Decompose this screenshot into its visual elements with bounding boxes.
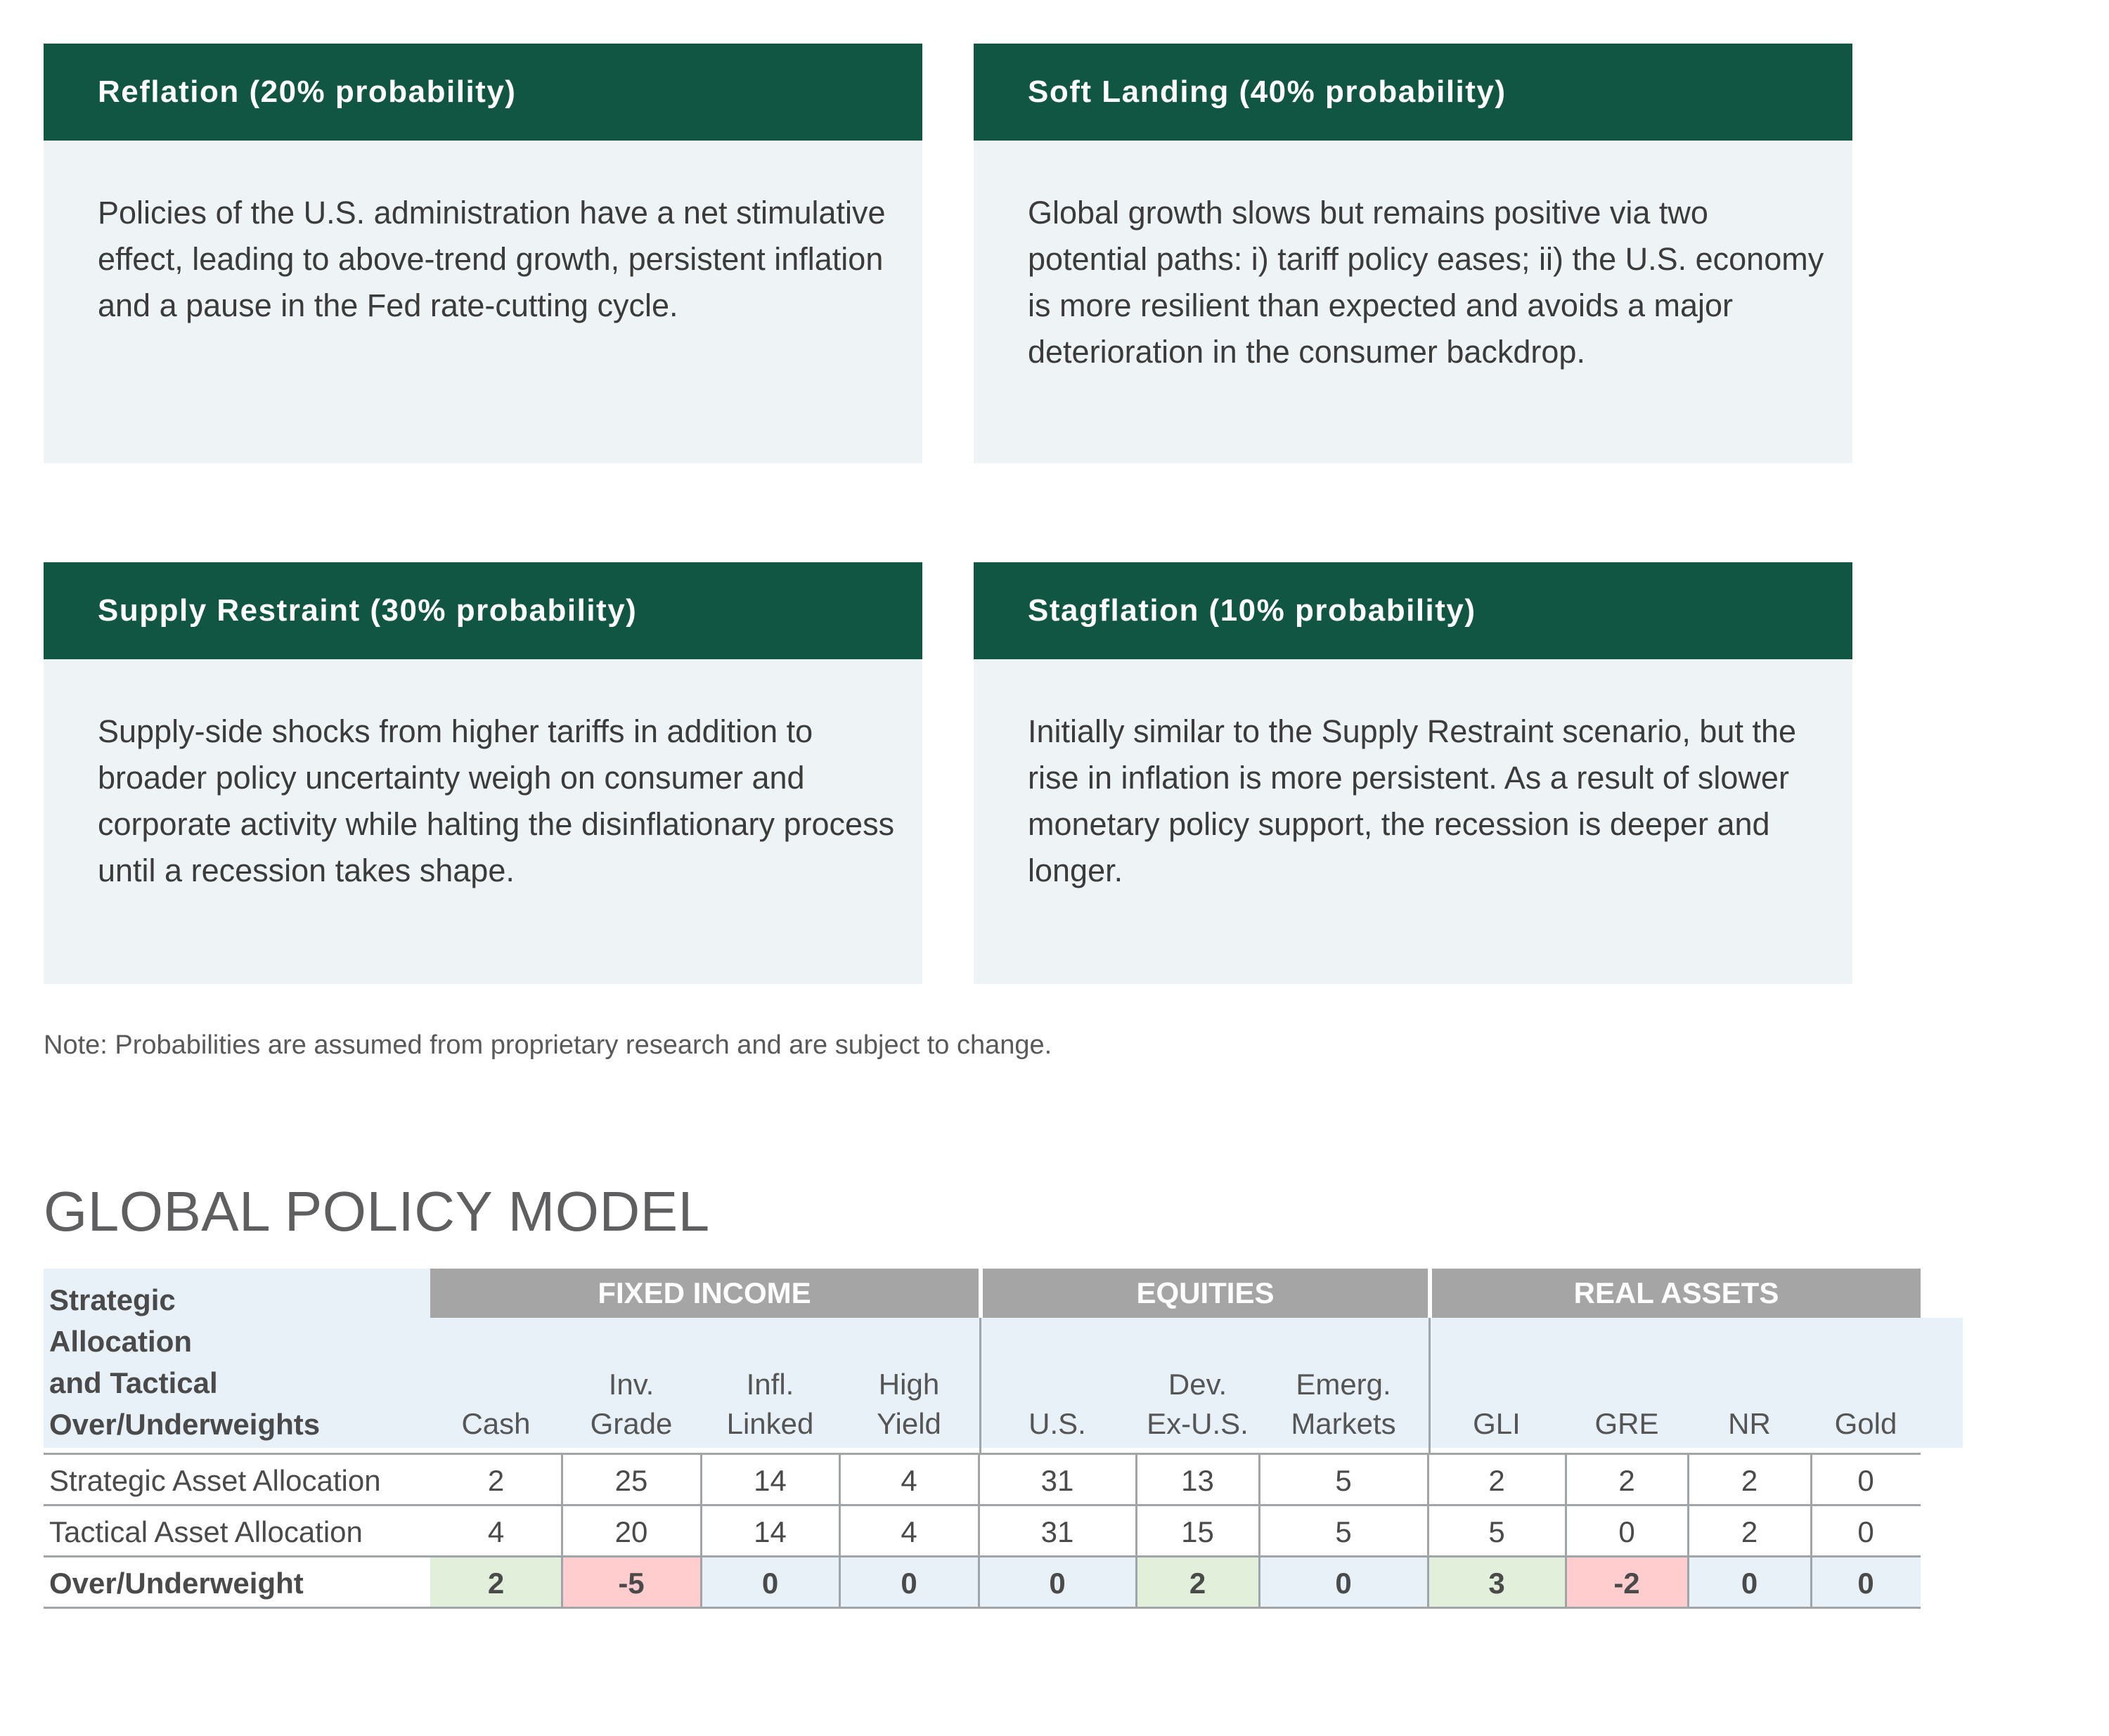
table-cell: 31 — [1040, 1463, 1074, 1497]
row-label: Over/Underweight — [49, 1566, 304, 1600]
table-rule — [44, 1504, 1921, 1506]
column-header — [1259, 1353, 1428, 1448]
section-title: GLOBAL POLICY MODEL — [44, 1180, 710, 1243]
table-rule — [44, 1607, 1921, 1609]
column-header — [701, 1353, 839, 1448]
column-header-line: Grade — [590, 1407, 673, 1440]
table-cell: 0 — [1688, 1557, 1811, 1609]
table-cell: 14 — [754, 1515, 787, 1548]
table-cell: 13 — [1181, 1463, 1214, 1497]
table-cell: 0 — [1259, 1557, 1428, 1609]
stub-line: Over/Underweights — [49, 1408, 321, 1441]
table-cell: 2 — [430, 1557, 562, 1609]
group-real-assets: REAL ASSETS — [1432, 1269, 1921, 1318]
table-cell: 0 — [701, 1557, 839, 1609]
scenario-description: Supply-side shocks from higher tariffs in addition to broader policy uncertainty weigh on consumer and corporate activity while halting the disinflationary process until a recession takes shape. — [98, 713, 895, 888]
column-header-line: Linked — [726, 1407, 814, 1440]
table-cell: 0 — [979, 1557, 1136, 1609]
column-header-line: Cash — [461, 1407, 531, 1440]
cell-divider — [1810, 1453, 1812, 1609]
cell-divider — [1565, 1453, 1567, 1609]
column-header — [430, 1353, 562, 1448]
table-cell: -2 — [1566, 1557, 1688, 1609]
cell-divider — [1427, 1453, 1429, 1609]
column-header-line: Markets — [1291, 1407, 1396, 1440]
column-header-line: High — [878, 1368, 940, 1401]
table-cell: 0 — [1811, 1557, 1921, 1609]
column-header-line: Emerg. — [1296, 1368, 1391, 1401]
table-cell: 25 — [614, 1463, 648, 1497]
column-header — [562, 1353, 701, 1448]
cell-divider — [839, 1453, 841, 1609]
column-header-line: Yield — [877, 1407, 941, 1440]
scenario-title: Soft Landing (40% probability) — [974, 44, 1852, 141]
column-header-line: Gold — [1834, 1407, 1897, 1440]
row-strategic-allocation — [44, 1455, 1921, 1506]
stub-line: and Tactical — [49, 1366, 218, 1399]
column-header — [1428, 1353, 1566, 1448]
scenario-description: Initially similar to the Supply Restraint scenario, but the rise in inflation is more persistent. As a result of slower monetary policy support, the recession is deeper and longer. — [1028, 713, 1797, 888]
cell-divider — [978, 1453, 980, 1609]
table-cell: 5 — [1335, 1515, 1352, 1548]
table-cell: 5 — [1488, 1515, 1505, 1548]
scenario-card-stagflation — [974, 562, 1852, 984]
scenario-title: Stagflation (10% probability) — [974, 562, 1852, 659]
table-cell: 4 — [901, 1463, 917, 1497]
column-header — [1136, 1353, 1259, 1448]
cell-divider — [1135, 1453, 1137, 1609]
column-header-line: GRE — [1594, 1407, 1659, 1440]
row-label: Strategic Asset Allocation — [49, 1463, 381, 1497]
table-cell: 2 — [1741, 1515, 1758, 1548]
table-cell: 0 — [1857, 1515, 1874, 1548]
table-cell: -5 — [562, 1557, 701, 1609]
scenario-title: Reflation (20% probability) — [44, 44, 922, 141]
probability-note: Note: Probabilities are assumed from proprietary research and are subject to change. — [44, 1030, 1052, 1060]
group-divider — [1428, 1318, 1431, 1455]
group-divider — [979, 1318, 981, 1455]
table-cell: 31 — [1040, 1515, 1074, 1548]
scenario-title: Supply Restraint (30% probability) — [44, 562, 922, 659]
table-cell: 4 — [487, 1515, 505, 1548]
stub-line: Allocation — [49, 1325, 193, 1358]
scenario-card-reflation — [44, 44, 922, 463]
table-cell: 2 — [1618, 1463, 1635, 1497]
scenario-card-supply-restraint — [44, 562, 922, 984]
cell-divider — [1687, 1453, 1689, 1609]
table-cell: 5 — [1335, 1463, 1352, 1497]
column-header — [839, 1353, 979, 1448]
column-header-line: Inv. — [608, 1368, 654, 1401]
cell-divider — [700, 1453, 702, 1609]
table-cell: 2 — [487, 1463, 505, 1497]
table-stub-header — [49, 1279, 320, 1445]
table-rule — [44, 1453, 1921, 1455]
column-header — [1688, 1353, 1811, 1448]
column-header — [1811, 1353, 1921, 1448]
table-cell: 0 — [1857, 1463, 1874, 1497]
table-cell: 0 — [839, 1557, 979, 1609]
table-cell: 4 — [901, 1515, 917, 1548]
policy-model-table — [44, 1269, 1921, 1602]
row-tactical-allocation — [44, 1506, 1921, 1557]
column-header-line: Ex-U.S. — [1147, 1407, 1249, 1440]
table-rule — [44, 1555, 1921, 1557]
stub-line: Strategic — [49, 1283, 176, 1316]
column-header-line: Dev. — [1168, 1368, 1227, 1401]
column-header-line: Infl. — [746, 1368, 794, 1401]
table-cell: 0 — [1618, 1515, 1635, 1548]
table-cell: 20 — [614, 1515, 648, 1548]
column-header — [1566, 1353, 1688, 1448]
table-cell: 2 — [1136, 1557, 1259, 1609]
table-cell: 15 — [1181, 1515, 1214, 1548]
cell-divider — [561, 1453, 563, 1609]
scenario-description: Global growth slows but remains positive via two potential paths: i) tariff policy eases; ii) the U.S. economy is more resilient than expected and avoids a major deterioration in the consumer backdrop. — [1028, 195, 1824, 370]
scenario-card-soft-landing — [974, 44, 1852, 463]
table-cell: 2 — [1488, 1463, 1505, 1497]
group-equities: EQUITIES — [983, 1269, 1428, 1318]
column-header-line: NR — [1728, 1407, 1771, 1440]
row-label: Tactical Asset Allocation — [49, 1515, 363, 1548]
cell-divider — [1258, 1453, 1260, 1609]
table-cell: 2 — [1741, 1463, 1758, 1497]
column-header-line: U.S. — [1028, 1407, 1086, 1440]
column-header-line: GLI — [1473, 1407, 1521, 1440]
table-cell: 3 — [1428, 1557, 1566, 1609]
column-header — [979, 1353, 1136, 1448]
scenario-description: Policies of the U.S. administration have a net stimulative effect, leading to above-trend growth, persistent inflation and a pause in the Fed rate-cutting cycle. — [98, 195, 886, 323]
group-fixed-income: FIXED INCOME — [430, 1269, 979, 1318]
row-over-underweight — [44, 1557, 1921, 1609]
table-cell: 14 — [754, 1463, 787, 1497]
